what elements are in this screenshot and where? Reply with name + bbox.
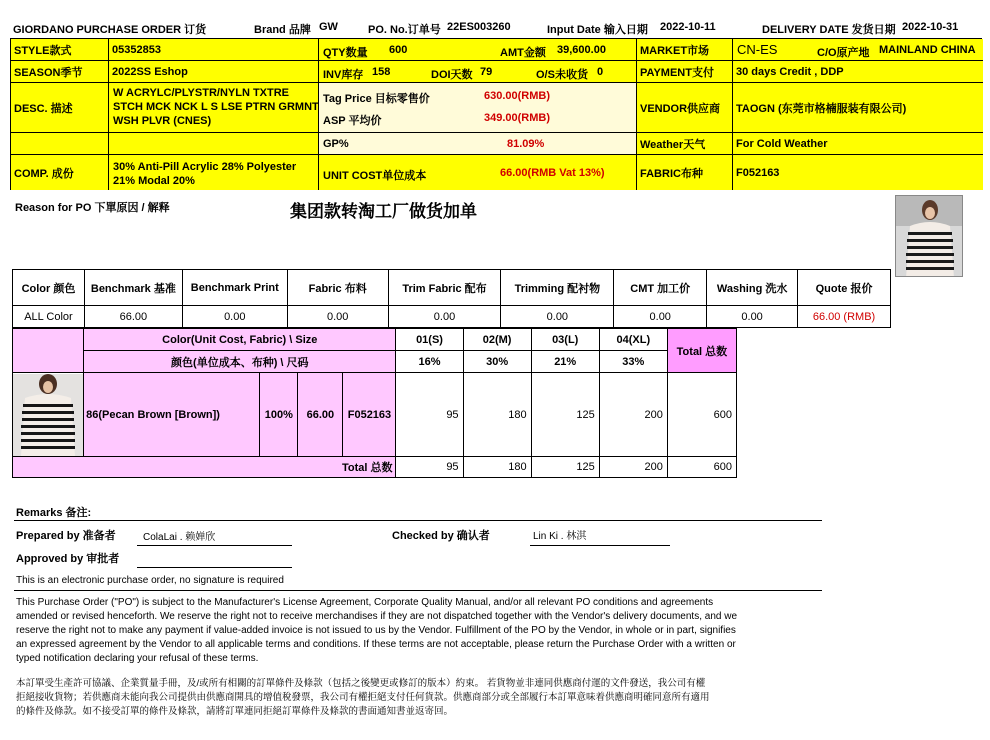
cost-header: Benchmark Print: [182, 270, 287, 306]
delivery-date: 2022-10-31: [902, 21, 959, 33]
market-value: CN-ES: [737, 42, 778, 57]
row-photo-cell: [13, 373, 84, 457]
cost-header: Trimming 配衬物: [501, 270, 614, 306]
checked-signature-line: [530, 545, 670, 546]
reason-label: Reason for PO 下單原因 / 解释: [15, 202, 170, 214]
input-date: 2022-10-11: [660, 21, 716, 33]
size-header: 03(L): [531, 329, 599, 351]
terms-divider: [14, 590, 822, 591]
season-label: SEASON季节: [11, 61, 109, 83]
doi-label: DOI天数: [431, 69, 473, 81]
vendor-label: VENDOR供应商: [637, 83, 733, 133]
cost-header: Fabric 布料: [287, 270, 388, 306]
cost-header: Quote 报价: [798, 270, 891, 306]
terms-en-line: amended or revised henceforth. We reserve the right not to receive merchandises if they are not dispatched together with the Vendor's delivery documents, and we: [16, 611, 738, 622]
amt-label: AMT金额: [500, 47, 546, 59]
size-ratio: 33%: [599, 351, 667, 373]
checked-label: Checked by 确认者: [392, 530, 490, 542]
row-total: 600: [667, 373, 736, 457]
cost-value: 0.00: [388, 306, 501, 328]
cost-header: Trim Fabric 配布: [388, 270, 501, 306]
comp-label: COMP. 成份: [11, 155, 109, 190]
prepared-signature-line: [137, 545, 292, 546]
fabric-label: FABRIC布种: [637, 155, 733, 190]
terms-en-line: This Purchase Order ("PO") is subject to the Manufacturer's License Agreement, Corporate Quality Manual, and/or all relevant PO conditions and agreements: [16, 597, 714, 608]
cost-header: Washing 洗水: [707, 270, 798, 306]
comp-line-1: 30% Anti-Pill Acrylic 28% Polyester: [113, 161, 297, 173]
approved-signature-line: [137, 567, 292, 568]
market-label: MARKET市场: [637, 39, 733, 61]
cost-value: ALL Color: [13, 306, 85, 328]
brand-value: GW: [319, 21, 338, 33]
input-date-label: Input Date 输入日期: [547, 24, 648, 36]
tag-price-value: 630.00(RMB): [484, 90, 551, 102]
terms-en-line: an expressed agreement by the Vendor to all applicable terms and conditions. If these terms are not acceptable, please return the Purchase Order with a written or: [16, 639, 736, 650]
size-ratio: 21%: [531, 351, 599, 373]
po-number-label: PO. No.订单号: [368, 24, 441, 36]
row-color: 86(Pecan Brown [Brown]): [84, 373, 260, 457]
prepared-label: Prepared by 准备者: [16, 530, 116, 542]
cost-value: 0.00: [287, 306, 388, 328]
size-breakdown-table: [12, 328, 737, 478]
sum-total: 600: [667, 457, 736, 478]
po-title: GIORDANO PURCHASE ORDER 订货: [13, 24, 207, 36]
color-size-header-en: Color(Unit Cost, Fabric) \ Size: [84, 329, 396, 351]
cost-value-quote: 66.00 (RMB): [798, 306, 891, 328]
row-pct: 100%: [260, 373, 298, 457]
terms-cn-line: 本訂單受生產許可協議、企業質量手冊，及/或所有相關的訂單條件及條款（包括之後變更或修訂的版本）約束。 若貨物並非連同供應商付運的文件發送，我公司有權: [16, 678, 706, 689]
terms-english: [16, 596, 816, 666]
empty-value-cell: [109, 133, 319, 155]
product-photo-main: [895, 195, 963, 277]
row-qty: 200: [599, 373, 667, 457]
size-header: 01(S): [396, 329, 463, 351]
weather-value: For Cold Weather: [733, 133, 983, 155]
origin-value: MAINLAND CHINA: [879, 44, 976, 56]
cost-header: Color 颜色: [13, 270, 85, 306]
approved-label: Approved by 审批者: [16, 553, 120, 565]
row-qty: 180: [463, 373, 531, 457]
sum-qty: 200: [599, 457, 667, 478]
cost-value: 66.00: [84, 306, 182, 328]
os-label: O/S未收货: [536, 69, 588, 81]
season-value: 2022SS Eshop: [109, 61, 319, 83]
size-header: 04(XL): [599, 329, 667, 351]
qty-label: QTY数量: [323, 47, 368, 59]
inv-value: 158: [372, 66, 391, 78]
empty-label-cell: [11, 133, 109, 155]
prepared-by: ColaLai . 赖婵欣: [143, 532, 216, 543]
asp-label: ASP 平均价: [323, 115, 382, 127]
unit-cost-value: 66.00(RMB Vat 13%): [500, 167, 605, 179]
product-photo-row: [13, 374, 83, 456]
checked-by: Lin Ki . 林淇: [533, 531, 587, 542]
order-info-grid: [10, 38, 982, 190]
sum-qty: 125: [531, 457, 599, 478]
cost-value: 0.00: [182, 306, 287, 328]
size-ratio: 30%: [463, 351, 531, 373]
gp-label: GP%: [323, 138, 349, 150]
os-value: 0: [597, 66, 604, 78]
sum-qty: 180: [463, 457, 531, 478]
comp-line-2: 21% Modal 20%: [113, 175, 195, 187]
style-value: 05352853: [109, 39, 319, 61]
terms-cn-line: 拒絕接收貨物；若供應商未能向我公司提供由供應商開具的增值稅發票，我公司有權拒絕支付任何貨款。供應商部分或全部履行本訂單意味着供應商明確同意所有適用: [16, 692, 710, 703]
desc-line-1: W ACRYLC/PLYSTR/NYLN TXTRE: [113, 87, 290, 99]
total-header: Total 总数: [667, 329, 736, 373]
row-qty: 95: [396, 373, 463, 457]
delivery-date-label: DELIVERY DATE 发货日期: [762, 24, 896, 36]
color-size-header-cn: 颜色(单位成本、布种) \ 尺码: [84, 351, 396, 373]
terms-cn-line: 的條件及條款。如不接受訂單的條件及條款，請將訂單連同拒絕訂單條件及條款的書面通知書並返寄回。: [16, 706, 454, 717]
brand-label: Brand 品牌: [254, 24, 311, 36]
gp-cell: [319, 133, 637, 155]
payment-label: PAYMENT支付: [637, 61, 733, 83]
remarks-divider: [14, 520, 822, 521]
reason-text: 集团款转淘工厂做货加单: [290, 202, 477, 222]
cost-breakdown-table: [12, 269, 891, 328]
cost-value: 0.00: [501, 306, 614, 328]
desc-line-2: STCH MCK NCK L S LSE PTRN GRMNT: [113, 101, 319, 113]
po-number: 22ES003260: [447, 21, 511, 33]
fabric-value: F052163: [733, 155, 983, 190]
gp-value: 81.09%: [507, 138, 545, 150]
row-qty: 125: [531, 373, 599, 457]
weather-label: Weather天气: [637, 133, 733, 155]
tag-price-label: Tag Price 目标零售价: [323, 93, 430, 105]
payment-value: 30 days Credit , DDP: [733, 61, 983, 83]
electronic-note: This is an electronic purchase order, no signature is required: [16, 575, 284, 586]
cost-header: Benchmark 基准: [84, 270, 182, 306]
desc-label: DESC. 描述: [11, 83, 109, 133]
vendor-value: TAOGN (东莞市格楠服装有限公司): [733, 83, 983, 133]
row-cost: 66.00: [298, 373, 343, 457]
desc-line-3: WSH PLVR (CNES): [113, 115, 212, 127]
remarks-label: Remarks 备注:: [16, 507, 92, 519]
style-label: STYLE款式: [11, 39, 109, 61]
size-ratio: 16%: [396, 351, 463, 373]
cost-header: CMT 加工价: [614, 270, 707, 306]
asp-value: 349.00(RMB): [484, 112, 551, 124]
unit-cost-label: UNIT COST单位成本: [323, 170, 427, 182]
sum-label: Total 总数: [13, 457, 396, 478]
doi-value: 79: [480, 66, 493, 78]
amt-value: 39,600.00: [557, 44, 606, 56]
inv-label: INV库存: [323, 69, 364, 81]
cost-value: 0.00: [707, 306, 798, 328]
row-fabric: F052163: [343, 373, 396, 457]
photo-header-cell: [13, 329, 84, 373]
terms-en-line: typed notification declaring your refusal of these terms.: [16, 653, 259, 664]
cost-value: 0.00: [614, 306, 707, 328]
qty-value: 600: [389, 44, 408, 56]
sum-qty: 95: [396, 457, 463, 478]
origin-label: C/O原产地: [817, 47, 870, 59]
terms-en-line: reserve the right not to make any payment if value-added invoice is not issued to us by the Vendor. Fulfillment of the PO by the Vendor, in whole or in part, signifies: [16, 625, 736, 636]
terms-chinese: [16, 677, 816, 719]
size-header: 02(M): [463, 329, 531, 351]
inventory-cell: [319, 61, 637, 83]
